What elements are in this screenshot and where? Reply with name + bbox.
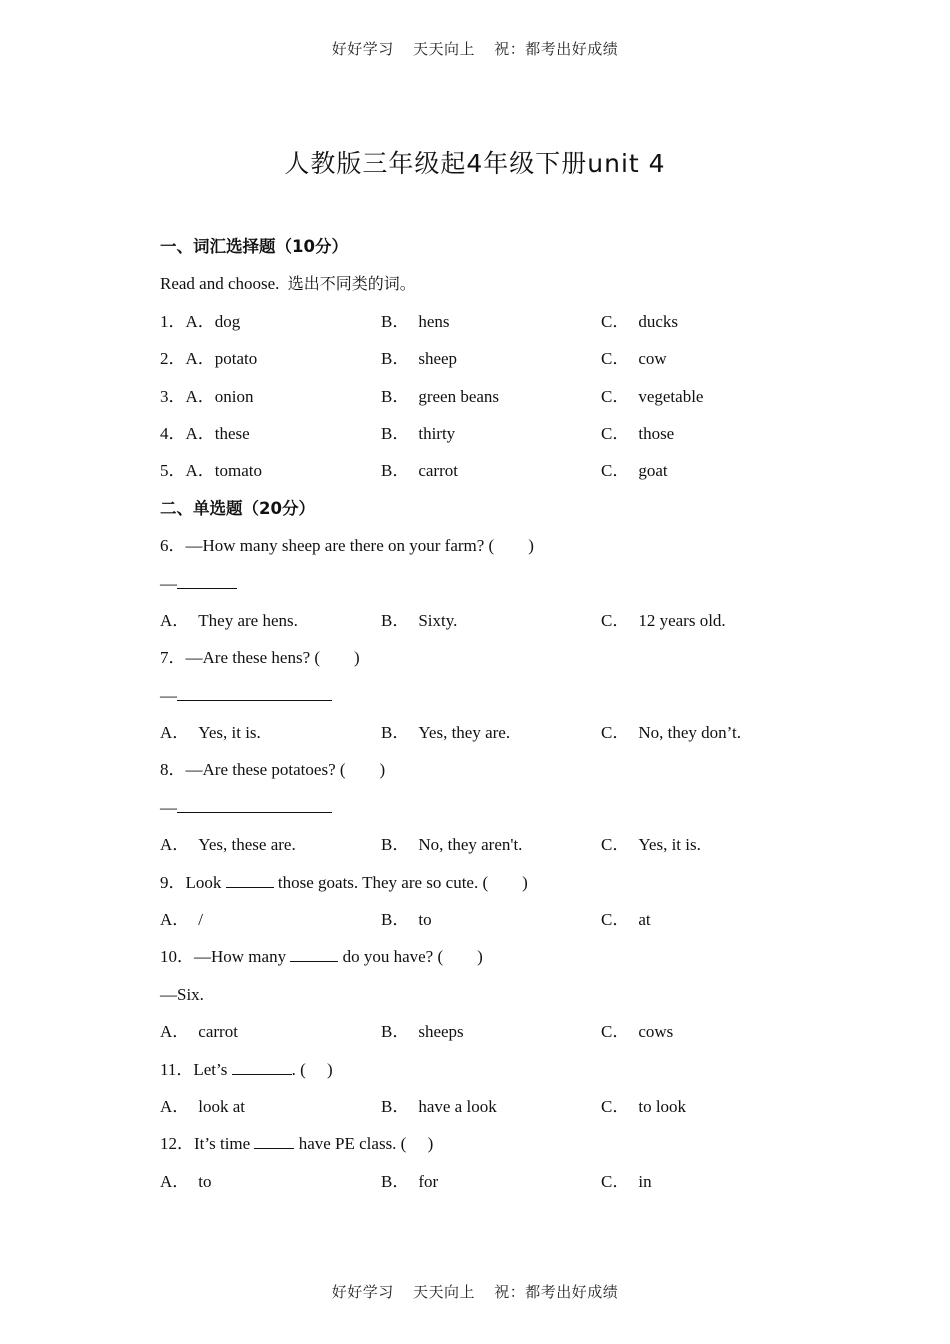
- option-b-label: B．: [381, 835, 410, 855]
- option-c-label: C．: [601, 349, 630, 369]
- option-b-label: B．: [381, 349, 410, 369]
- option-c: at: [638, 910, 651, 930]
- instruction-cn: 选出不同类的词。: [287, 274, 416, 294]
- question-8-answer-line: [160, 795, 880, 832]
- stem-end: those goats. They are so cute. ( ): [277, 872, 528, 892]
- option-c-label: C．: [601, 311, 630, 331]
- option-c: goat: [638, 461, 668, 481]
- option-b: No, they aren't.: [418, 835, 523, 855]
- footer-part-1: 好好学习: [331, 1283, 394, 1301]
- option-b: carrot: [418, 461, 458, 481]
- option-c-label: C．: [601, 423, 630, 443]
- option-b-label: B．: [381, 1022, 410, 1042]
- option-a: dog: [214, 311, 241, 331]
- option-b-label: B．: [381, 423, 410, 443]
- option-b: thirty: [418, 423, 456, 443]
- option-b-label: B．: [381, 1096, 410, 1116]
- question-9-options: [160, 907, 880, 944]
- option-b: for: [418, 1171, 439, 1191]
- question-8-stem: 8．—Are these potatoes? ( ): [160, 760, 386, 780]
- option-c: cow: [638, 349, 667, 369]
- question-7-options: [160, 720, 880, 757]
- question-number: 3．A．: [160, 386, 215, 406]
- header-part-2: 天天向上: [412, 40, 475, 58]
- option-b-label: B．: [381, 1171, 410, 1191]
- option-a: Yes, it is.: [198, 723, 261, 743]
- option-b: sheep: [418, 349, 458, 369]
- option-a-label: A．: [160, 1096, 190, 1116]
- answer-dash: —: [160, 573, 177, 593]
- question-12-options: [160, 1169, 880, 1206]
- option-a: /: [198, 910, 204, 930]
- question-7-answer-line: [160, 683, 880, 720]
- question-11-options: [160, 1094, 880, 1131]
- fill-blank[interactable]: [290, 946, 338, 962]
- option-c: vegetable: [638, 386, 704, 406]
- page-footer: [0, 1281, 950, 1302]
- question-7-stem: 7．—Are these hens? ( ): [160, 648, 360, 668]
- worksheet-body: [160, 234, 880, 1206]
- instruction-en: Read and choose.: [160, 274, 280, 294]
- page-title: 人教版三年级起4年级下册unit 4: [284, 149, 666, 178]
- option-a: to: [198, 1171, 212, 1191]
- fill-blank[interactable]: [254, 1133, 294, 1149]
- stem-start: 10．—How many: [160, 947, 287, 967]
- footer-part-3: 祝：都考出好成绩: [494, 1283, 619, 1301]
- question-10-stem: [160, 944, 880, 981]
- option-a-label: A．: [160, 835, 190, 855]
- fill-blank[interactable]: [226, 872, 274, 888]
- question-number: 2．A．: [160, 349, 215, 369]
- option-c: 12 years old.: [638, 610, 726, 630]
- question-6-stem: 6．—How many sheep are there on your farm? ( ): [160, 536, 534, 556]
- option-b: to: [418, 910, 432, 930]
- option-a: potato: [214, 349, 258, 369]
- option-c: Yes, it is.: [638, 835, 701, 855]
- question-6-answer-line: [160, 571, 880, 608]
- stem-end: . ( ): [291, 1059, 333, 1079]
- vocab-question-1: [160, 309, 880, 346]
- answer-blank[interactable]: [177, 573, 237, 589]
- question-10-options: [160, 1019, 880, 1056]
- option-a-label: A．: [160, 910, 190, 930]
- option-c-label: C．: [601, 610, 630, 630]
- option-b-label: B．: [381, 910, 410, 930]
- stem-end: have PE class. ( ): [298, 1134, 434, 1154]
- page-header: [0, 38, 950, 59]
- stem-start: 11．Let’s: [160, 1059, 228, 1079]
- answer-blank[interactable]: [177, 685, 332, 701]
- option-b-label: B．: [381, 386, 410, 406]
- option-b-label: B．: [381, 461, 410, 481]
- header-part-3: 祝：都考出好成绩: [494, 40, 619, 58]
- vocab-question-4: [160, 421, 880, 458]
- option-b: sheeps: [418, 1022, 464, 1042]
- option-a: They are hens.: [198, 610, 298, 630]
- option-c: cows: [638, 1022, 674, 1042]
- stem-end: do you have? ( ): [342, 947, 483, 967]
- question-6-options: [160, 608, 880, 645]
- option-a-label: A．: [160, 1022, 190, 1042]
- option-a: onion: [214, 386, 254, 406]
- section2-heading: 二、单选题（20分）: [160, 498, 315, 518]
- question-10-reply: —Six.: [160, 984, 204, 1004]
- option-a: look at: [198, 1096, 246, 1116]
- option-a: these: [214, 423, 250, 443]
- question-8-options: [160, 832, 880, 869]
- option-c: in: [638, 1171, 652, 1191]
- answer-dash: —: [160, 797, 177, 817]
- vocab-question-3: [160, 384, 880, 421]
- option-c-label: C．: [601, 835, 630, 855]
- stem-start: 9．Look: [160, 872, 222, 892]
- question-number: 5．A．: [160, 461, 215, 481]
- section1-instruction: [160, 271, 880, 308]
- option-c-label: C．: [601, 1022, 630, 1042]
- option-a-label: A．: [160, 723, 190, 743]
- option-c: No, they don’t.: [638, 723, 741, 743]
- vocab-question-2: [160, 346, 880, 383]
- question-9-stem: [160, 870, 880, 907]
- option-a-label: A．: [160, 610, 190, 630]
- option-b-label: B．: [381, 610, 410, 630]
- option-c-label: C．: [601, 386, 630, 406]
- option-b: green beans: [418, 386, 500, 406]
- option-b: Yes, they are.: [418, 723, 511, 743]
- vocab-question-5: [160, 458, 880, 495]
- header-part-1: 好好学习: [331, 40, 394, 58]
- option-b-label: B．: [381, 723, 410, 743]
- option-b-label: B．: [381, 311, 410, 331]
- option-a: tomato: [214, 461, 262, 481]
- question-11-stem: [160, 1057, 880, 1094]
- answer-dash: —: [160, 685, 177, 705]
- question-number: 1．A．: [160, 311, 215, 331]
- option-b: hens: [418, 311, 450, 331]
- option-a: Yes, these are.: [198, 835, 296, 855]
- option-b: have a look: [418, 1096, 497, 1116]
- answer-blank[interactable]: [177, 797, 332, 813]
- section1-heading: 一、词汇选择题（10分）: [160, 237, 348, 256]
- stem-start: 12．It’s time: [160, 1134, 251, 1154]
- option-c-label: C．: [601, 1096, 630, 1116]
- option-c-label: C．: [601, 1171, 630, 1191]
- fill-blank[interactable]: [232, 1059, 292, 1075]
- footer-part-2: 天天向上: [412, 1283, 475, 1301]
- option-c: those: [638, 423, 675, 443]
- option-a-label: A．: [160, 1171, 190, 1191]
- question-number: 4．A．: [160, 423, 215, 443]
- question-12-stem: [160, 1131, 880, 1168]
- option-c-label: C．: [601, 461, 630, 481]
- option-c: to look: [638, 1096, 687, 1116]
- option-a: carrot: [198, 1022, 238, 1042]
- option-c-label: C．: [601, 910, 630, 930]
- option-b: Sixty.: [418, 610, 458, 630]
- option-c: ducks: [638, 311, 679, 331]
- option-c-label: C．: [601, 723, 630, 743]
